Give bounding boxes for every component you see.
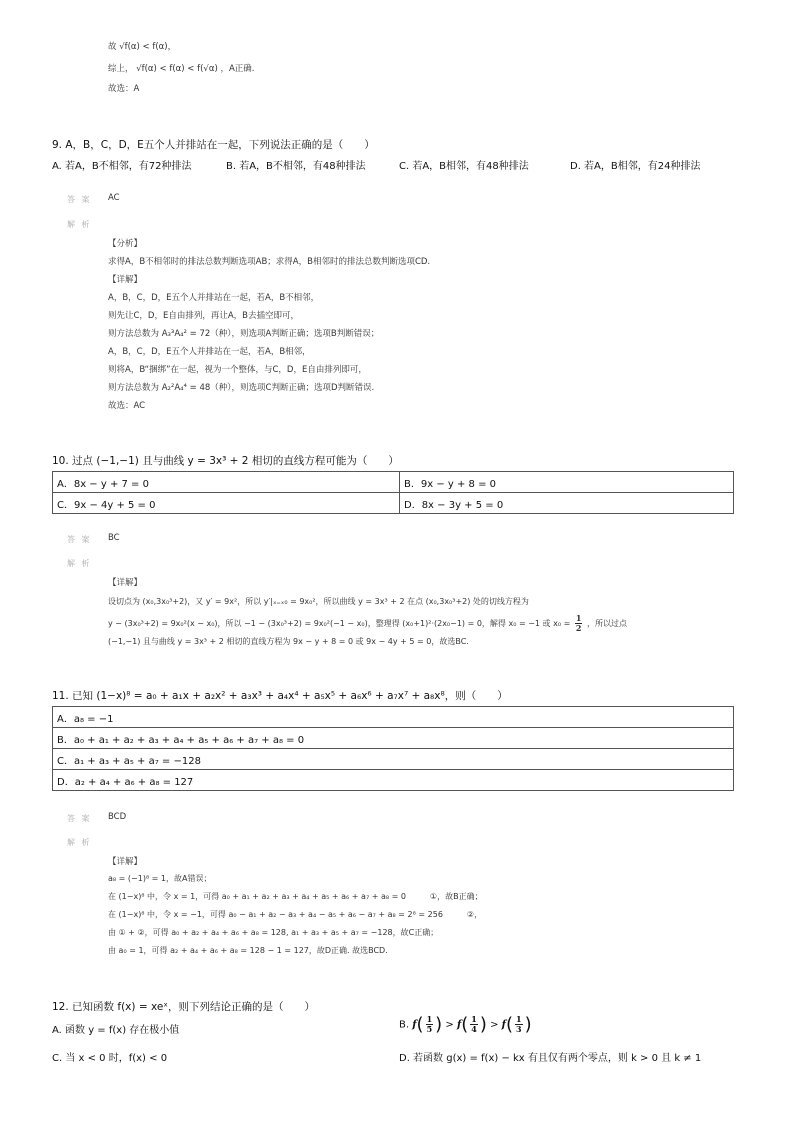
q10-line-tail: ，所以过点 — [586, 619, 627, 628]
top-line-1: 故 √f(α) < f(α)， — [108, 42, 177, 52]
q9-line: 则先让C，D，E自由排列，再让A，B去插空即可， — [108, 311, 299, 321]
q9-line: 则将A，B“捆绑”在一起，视为一个整体，与C，D，E自由排列即可， — [108, 365, 367, 375]
q9-line: 【分析】 — [108, 239, 143, 249]
q12-stem: 12. 已知函数 f(x) = xeˣ，则下列结论正确的是（ ） — [52, 1001, 315, 1013]
q12-option-c: C. 当 x < 0 时，f(x) < 0 — [52, 1053, 168, 1064]
q11-stem: 11. 已知 (1−x)⁸ = a₀ + a₁x + a₂x² + a₃x³ + a₄x⁴ + a₅x⁵ + a₆x⁶ + a₇x⁷ + a₈x⁸，则（ ） — [52, 690, 508, 702]
q10-option-d: D．8x − 3y + 5 = 0 — [400, 493, 734, 514]
q9-line: A，B，C，D，E五个人并排站在一起，若A，B不相邻， — [108, 293, 320, 303]
fraction: $\frac{1}{4}$ — [471, 1014, 477, 1034]
q9-line: 求得A，B不相邻时的排法总数判断选项AB；求得A，B相邻时的排法总数判断选项CD. — [108, 257, 431, 267]
top-line-2: 综上， √f(α) < f(α) < f(√α) ，A正确. — [108, 64, 255, 74]
q11-option-b: B．a₀ + a₁ + a₂ + a₃ + a₄ + a₅ + a₆ + a₇ + a₈ = 0 — [53, 728, 734, 749]
q9-line: A，B，C，D，E五个人并排站在一起，若A，B相邻， — [108, 347, 311, 357]
q9-line: 故选：AC — [108, 401, 146, 411]
q10-option-c: C．9x − 4y + 5 = 0 — [53, 493, 400, 514]
q9-answer-label: 答 案 — [67, 195, 92, 204]
q9-line: 【详解】 — [108, 275, 143, 285]
q10-line: 【详解】 — [108, 578, 143, 588]
top-line-3: 故选：A — [108, 84, 140, 94]
q10-answer: BC — [108, 533, 120, 543]
q11-analysis-label: 解 析 — [67, 838, 92, 847]
q12-option-d: D. 若函数 g(x) = f(x) − kx 有且仅有两个零点，则 k > 0 且 k ≠ 1 — [399, 1053, 702, 1064]
q11-options-table — [52, 706, 734, 791]
q9-option-c: C. 若A，B相邻，有48种排法 — [399, 161, 529, 172]
q10-analysis-label: 解 析 — [67, 559, 92, 568]
q12-option-b: B. f( $\frac{1}{5}$ ) > f( $\frac{1}{4}$ ) > f( $\frac{1}{3}$ ) — [399, 1014, 532, 1035]
q10-options-table — [52, 471, 734, 514]
q11-line: 【详解】 — [108, 857, 143, 867]
q10-line-text: y − (3x₀³+2) = 9x₀²(x − x₀)，所以 −1 − (3x₀³+2) = 9x₀²(−1 − x₀)，整理得 (x₀+1)²·(2x₀−1) = 0，解得 x₀ = −1 或 x₀ = — [108, 619, 571, 628]
q10-line-with-fraction — [108, 614, 627, 633]
q11-option-c: C．a₁ + a₃ + a₅ + a₇ = −128 — [53, 749, 734, 770]
q9-option-a: A. 若A，B不相邻，有72种排法 — [52, 161, 192, 172]
q12-option-a: A. 函数 y = f(x) 存在极小值 — [52, 1025, 180, 1036]
q11-line: 由 a₀ = 1，可得 a₂ + a₄ + a₆ + a₈ = 128 − 1 = 127，故D正确. 故选BCD. — [108, 946, 388, 955]
q9-option-b: B. 若A，B不相邻，有48种排法 — [226, 161, 366, 172]
q10-answer-label: 答 案 — [67, 535, 92, 544]
q11-answer-label: 答 案 — [67, 814, 92, 823]
q9-stem: 9. A，B，C，D，E五个人并排站在一起，下列说法正确的是（ ） — [52, 139, 375, 151]
q9-line: 则方法总数为 A₃³A₄² = 72（种），则选项A判断正确；选项B判断错误； — [108, 329, 380, 339]
fraction: $\frac{1}{5}$ — [426, 1014, 433, 1034]
q10-line: 设切点为 (x₀,3x₀³+2)，又 y′ = 9x²，所以 y′|ₓ₌ₓ₀ = 9x₀²，所以曲线 y = 3x³ + 2 在点 (x₀,3x₀³+2) 处的切线方程为 — [108, 597, 529, 606]
q10-stem: 10. 过点 (−1,−1) 且与曲线 y = 3x³ + 2 相切的直线方程可能为（ ） — [52, 455, 399, 467]
q11-line: 由 ① + ②，可得 a₀ + a₂ + a₄ + a₆ + a₈ = 128, a₁ + a₃ + a₅ + a₇ = −128，故C正确； — [108, 928, 439, 937]
q9-line: 则方法总数为 A₂²A₄⁴ = 48（种），则选项C判断正确；选项D判断错误. — [108, 383, 375, 393]
fraction: $\frac{1}{3}$ — [516, 1014, 522, 1034]
q11-answer: BCD — [108, 812, 127, 822]
q9-option-d: D. 若A，B相邻，有24种排法 — [570, 161, 701, 172]
q10-line: (−1,−1) 且与曲线 y = 3x³ + 2 相切的直线方程为 9x − y + 8 = 0 或 9x − 4y + 5 = 0，故选BC. — [108, 637, 469, 646]
q9-analysis-label: 解 析 — [67, 220, 92, 229]
q11-line: a₈ = (−1)⁸ = 1，故A错误； — [108, 874, 212, 883]
fraction: $\frac{1}{2}$ — [575, 613, 582, 633]
q10-option-a: A．8x − y + 7 = 0 — [53, 472, 400, 493]
q11-option-a: A．a₈ = −1 — [53, 707, 734, 728]
q11-line: 在 (1−x)⁸ 中，令 x = −1，可得 a₀ − a₁ + a₂ − a₃ + a₄ − a₅ + a₆ − a₇ + a₈ = 2⁸ = 256 ②， — [108, 910, 483, 919]
q11-option-d: D．a₂ + a₄ + a₆ + a₈ = 127 — [53, 770, 734, 791]
q10-option-b: B．9x − y + 8 = 0 — [400, 472, 734, 493]
q11-line: 在 (1−x)⁸ 中，令 x = 1，可得 a₀ + a₁ + a₂ + a₃ + a₄ + a₅ + a₆ + a₇ + a₈ = 0 ①，故B正确； — [108, 892, 483, 901]
q9-answer: AC — [108, 193, 120, 203]
